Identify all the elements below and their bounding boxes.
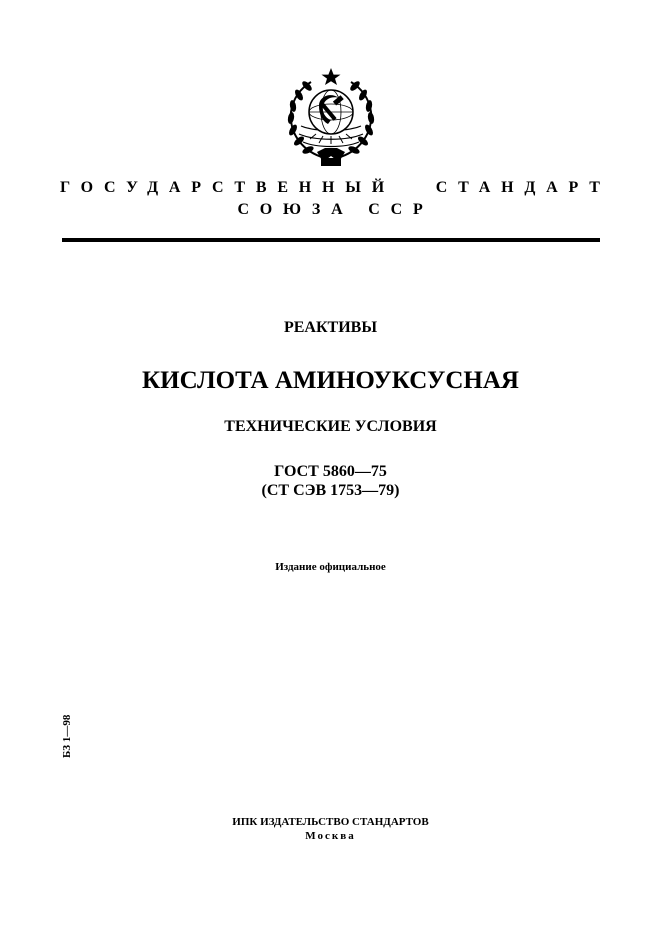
publisher-city: Москва bbox=[305, 830, 356, 842]
side-code: БЗ 1—98 bbox=[61, 714, 73, 758]
gost-number: ГОСТ 5860—75 bbox=[274, 463, 387, 480]
header-rule bbox=[62, 238, 600, 242]
document-series: РЕАКТИВЫ bbox=[283, 319, 378, 336]
st-sev-number: (СТ СЭВ 1753—79) bbox=[261, 482, 400, 499]
document-subtitle: ТЕХНИЧЕСКИЕ УСЛОВИЯ bbox=[224, 418, 437, 435]
header-word-state: ГОСУДАРСТВЕННЫЙ bbox=[60, 179, 396, 196]
edition-note: Издание официальное bbox=[275, 561, 386, 573]
header-word-standard: СТАНДАРТ bbox=[435, 179, 611, 196]
header-line-2: СОЮЗА ССР bbox=[237, 201, 434, 218]
ussr-state-emblem-icon bbox=[281, 66, 381, 170]
publisher: ИПК ИЗДАТЕЛЬСТВО СТАНДАРТОВ bbox=[232, 816, 429, 828]
document-title: КИСЛОТА АМИНОУКСУСНАЯ bbox=[142, 367, 519, 394]
